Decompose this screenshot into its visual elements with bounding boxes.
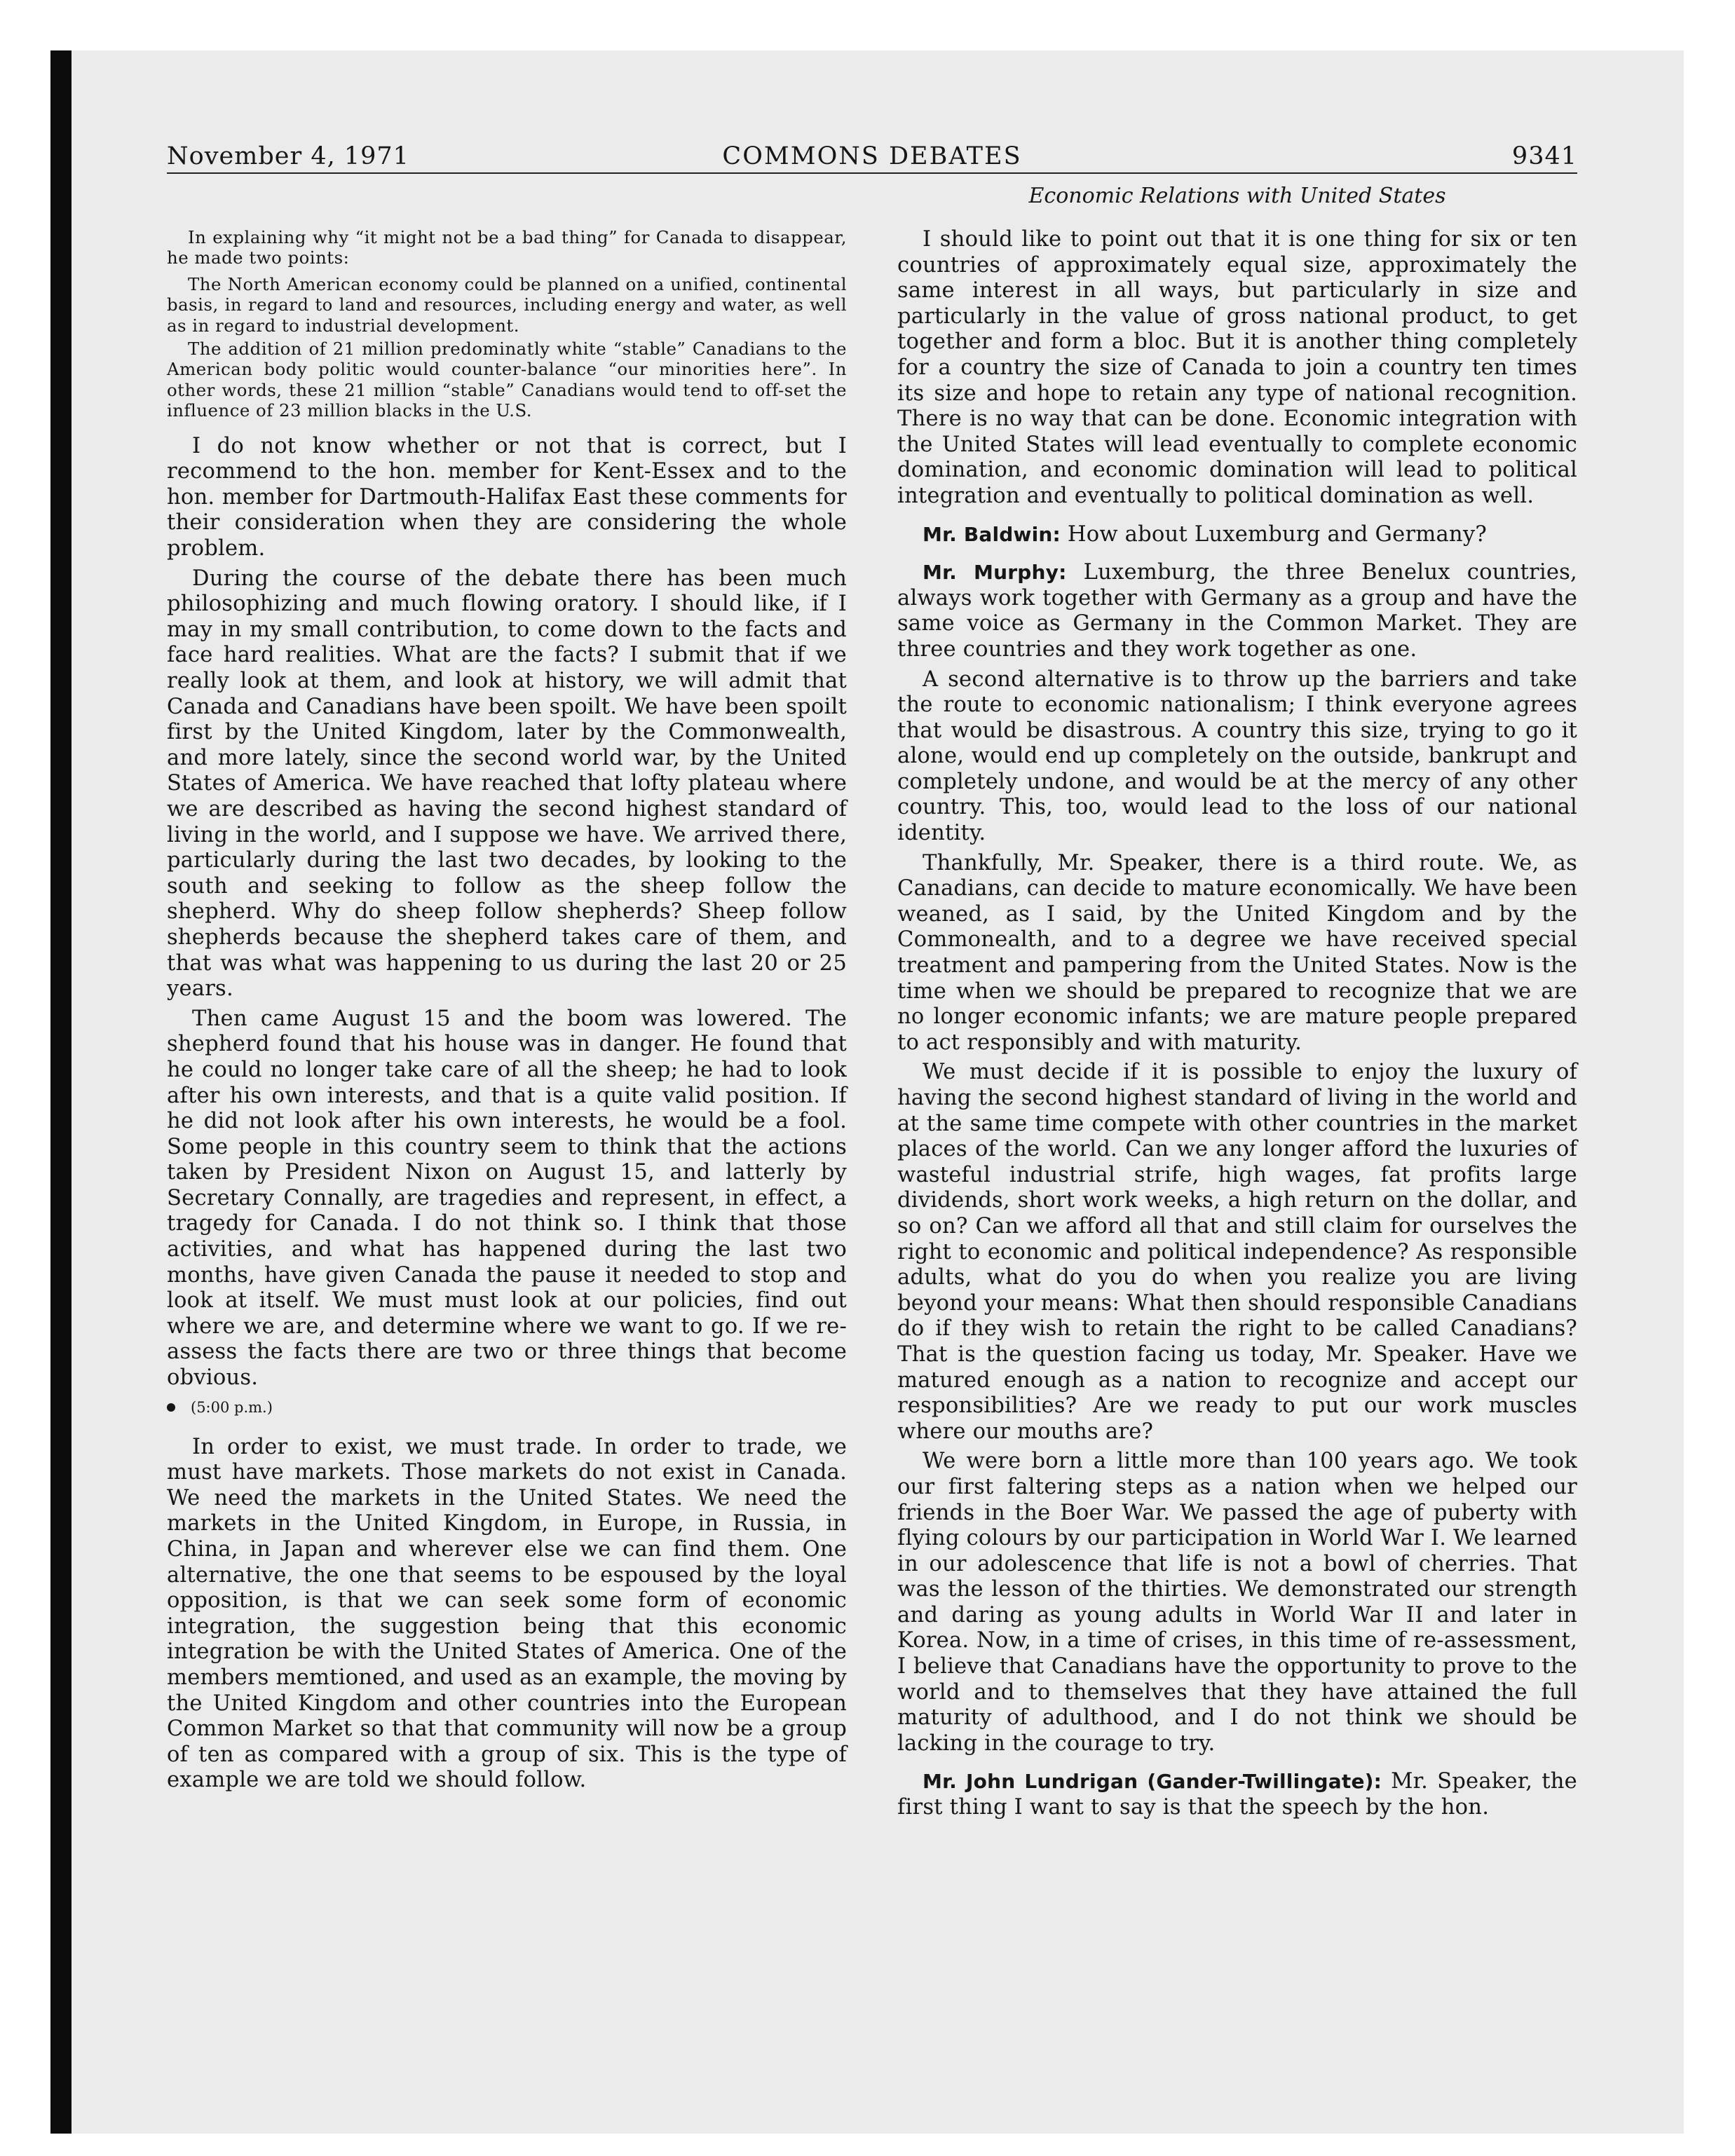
running-header bbox=[167, 140, 1577, 174]
speech-text: How about Luxemburg and Germany? bbox=[1067, 521, 1487, 547]
paragraph: A second alternative is to throw up the barriers and take the route to economic nationalism; I think everyone agrees that would be disastrous. A country this size, trying to go it alone, would end up completely on the outside, bankrupt and completely undone, and would be at the mercy of any other country. This, too, would lead to the loss of our national identity. bbox=[897, 667, 1577, 846]
paragraph: I should like to point out that it is one thing for six or ten countries of approximately equal size, approximately the same interest in all ways, but particularly in size and particularly in the value of gross national product, to get together and form a bloc. But it is another thing completely for a country the size of Canada to join a country ten times its size and hope to retain any type of national recognition. There is no way that can be done. Economic integration with the United States will lead eventually to complete economic domination, and economic domination will lead to political integration and eventually to political domination as well. bbox=[897, 227, 1577, 508]
time-marker-text: (5:00 p.m.) bbox=[191, 1398, 273, 1416]
paragraph: I do not know whether or not that is correct, but I recommend to the hon. member for Kent-Essex and to the hon. member for Dartmouth-Halifax East these comments for their consideration when they are considering the whole problem. bbox=[167, 433, 847, 561]
speaker-name: Mr. Baldwin: bbox=[923, 522, 1061, 546]
paragraph: In order to exist, we must trade. In order to trade, we must have markets. Those markets do not exist in Canada. We need the markets in the United States. We need the markets in the United Kingdom, in Europe, in Russia, in China, in Japan and wherever else we can find them. One alternative, the one that seems to be espoused by the loyal opposition, is that we can seek some form of economic integration, the suggestion being that this economic integration be with the United States of America. One of the members memtioned, and used as an example, the moving by the United Kingdom and other countries into the European Common Market so that that community will now be a group of ten as compared with a group of six. This is the type of example we are told we should follow. bbox=[167, 1434, 847, 1793]
paragraph: We must decide if it is possible to enjoy the luxury of having the second highest standard of living in the world and at the same time compete with other countries in the market places of the world. Can we any longer afford the luxuries of wasteful industrial strife, high wages, fat profits large dividends, short work weeks, a high return on the dollar, and so on? Can we afford all that and still claim for ourselves the right to economic and political independence? As responsible adults, what do you do when you realize you are living beyond your means: What then should responsible Canadians do if they wish to retain the right to be called Canadians? That is the question facing us today, Mr. Speaker. Have we matured enough as a nation to recognize and accept our responsibilities? Are we ready to put our work muscles where our mouths are? bbox=[897, 1060, 1577, 1444]
right-column bbox=[897, 227, 1577, 1825]
header-date: November 4, 1971 bbox=[167, 142, 409, 170]
speech-text: Mr. Speaker, the first thing I want to say is that the speech by the hon. bbox=[897, 1769, 1577, 1820]
speech-murphy bbox=[897, 560, 1577, 662]
speaker-name: Mr. Murphy: bbox=[923, 561, 1067, 585]
header-journal-title: COMMONS DEBATES bbox=[722, 142, 1022, 170]
speech-text: Luxemburg, the three Benelux countries, always work together with Germany as a group and have the same voice as Germany in the Common Market. They are three countries and they work together as one. bbox=[897, 560, 1577, 662]
speech-lundrigan bbox=[897, 1769, 1577, 1820]
paragraph: During the course of the debate there has been much philosophizing and much flowing oratory. I should like, if I may in my small contribution, to come down to the facts and face hard realities. What are the facts? I submit that if we really look at them, and look at history, we will admit that Canada and Canadians have been spoilt. We have been spoilt first by the United Kingdom, later by the Commonwealth, and more lately, since the second world war, by the United States of America. We have reached that lofty plateau where we are described as having the second highest standard of living in the world, and I suppose we have. We arrived there, particularly during the last two decades, by looking to the south and seeking to follow as the sheep follow the shepherd. Why do sheep follow shepherds? Sheep follow shepherds because the shepherd takes care of them, and that was what was happening to us during the last 20 or 25 years. bbox=[167, 566, 847, 1002]
quote-intro: In explaining why “it might not be a bad thing” for Canada to disappear, he made two points: bbox=[167, 227, 847, 268]
quote-point-2: The addition of 21 million predominatly white “stable” Canadians to the American body politic would counter-balance “our minorities here”. In other words, these 21 million “stable” Canadians would tend to off-set the influence of 23 million blacks in the U.S. bbox=[167, 339, 847, 421]
scan-border bbox=[50, 50, 72, 2134]
scanned-page bbox=[50, 50, 1684, 2134]
speech-baldwin bbox=[897, 522, 1577, 548]
paragraph: Thankfully, Mr. Speaker, there is a third route. We, as Canadians, can decide to mature economically. We have been weaned, as I said, by the United Kingdom and by the Commonealth, and to a degree we have received special treatment and pampering from the United States. Now is the time when we should be prepared to recognize that we are no longer economic infants; we are mature people prepared to act responsibly and with maturity. bbox=[897, 850, 1577, 1055]
left-column bbox=[167, 227, 847, 1798]
hansard-page bbox=[167, 140, 1577, 1820]
time-marker bbox=[167, 1397, 847, 1418]
header-page-number: 9341 bbox=[1511, 142, 1577, 170]
paragraph: We were born a little more than 100 years ago. We took our first faltering steps as a nation when we helped our friends in the Boer War. We passed the age of puberty with flying colours by our participation in World War I. We learned in our adolescence that life is not a bowl of cherries. That was the lesson of the thirties. We demonstrated our strength and daring as young adults in World War II and later in Korea. Now, in a time of crises, in this time of re-assessment, I believe that Canadians have the opportunity to prove to the world and to themselves that they have attained the full maturity of adulthood, and I do not think we should be lacking in the courage to try. bbox=[897, 1449, 1577, 1756]
paragraph: Then came August 15 and the boom was lowered. The shepherd found that his house was in danger. He found that he could no longer take care of all the sheep; he had to look after his own interests, and that is a quite valid position. If he did not look after his own interests, he would be a fool. Some people in this country seem to think that the actions taken by President Nixon on August 15, and latterly by Secretary Connally, are tragedies and represent, in effect, a tragedy for Canada. I do not think so. I think that those activities, and what has happened during the last two months, have given Canada the pause it needed to stop and look at itself. We must must look at our policies, find out where we are, and determine where we want to go. If we re-assess the facts there are two or three things that become obvious. bbox=[167, 1006, 847, 1391]
section-subheading: Economic Relations with United States bbox=[1028, 184, 1446, 208]
bullet-icon bbox=[167, 1403, 175, 1412]
speaker-name: Mr. John Lundrigan (Gander-Twillingate): bbox=[923, 1770, 1382, 1794]
quote-point-1: The North American economy could be planned on a unified, continental basis, in regard to land and resources, including energy and water, as well as in regard to industrial development. bbox=[167, 273, 847, 336]
